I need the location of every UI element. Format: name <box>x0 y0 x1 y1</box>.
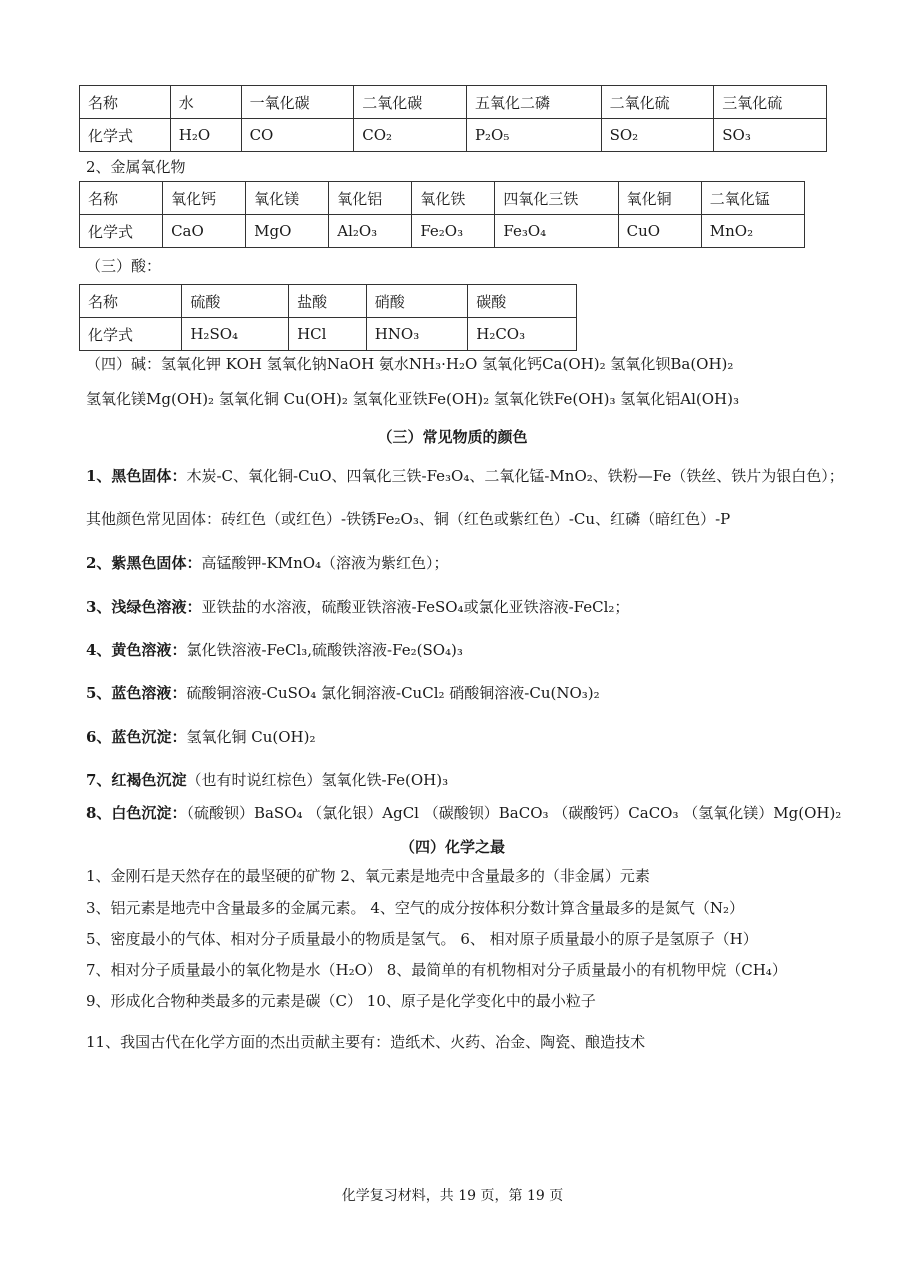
table-cell: Fe₃O₄ <box>495 215 618 248</box>
table-cell: 一氧化碳 <box>241 86 354 119</box>
acids-title: （三）酸： <box>86 257 162 275</box>
color-item-text: 木炭-C、氧化铜-CuO、四氧化三铁-Fe₃O₄、二氧化锰-MnO₂、铁粉—Fe（铁丝、铁片为银白色）； <box>186 467 844 485</box>
table-cell: 五氧化二磷 <box>466 86 601 119</box>
table-row <box>80 285 577 318</box>
table-cell: HNO₃ <box>366 318 468 351</box>
page-footer: 化学复习材料，共 19 页，第 19 页 <box>341 1188 564 1204</box>
table-cell: 氧化钙 <box>163 182 246 215</box>
color-item-text: 高锰酸钾-KMnO₄（溶液为紫红色）； <box>201 554 449 572</box>
acid-table <box>79 284 577 351</box>
table-cell: 名称 <box>80 182 163 215</box>
table-cell: H₂SO₄ <box>182 318 289 351</box>
color-item-text: 亚铁盐的水溶液，硫酸亚铁溶液-FeSO₄或氯化亚铁溶液-FeCl₂； <box>201 598 630 616</box>
metal-oxide-table <box>79 181 805 248</box>
table-cell: CO <box>241 119 354 152</box>
color-item-text: 硫酸铜溶液-CuSO₄ 氯化铜溶液-CuCl₂ 硝酸铜溶液-Cu(NO₃)₂ <box>186 684 600 702</box>
colors-heading: （三）常见物质的颜色 <box>377 428 528 446</box>
table-cell: CuO <box>618 215 701 248</box>
table-cell: 氧化铁 <box>412 182 495 215</box>
table-cell: 硝酸 <box>366 285 468 318</box>
table-cell: H₂O <box>170 119 241 152</box>
table-cell: H₂CO₃ <box>468 318 577 351</box>
table-cell: 盐酸 <box>289 285 367 318</box>
color-item-label: 6、蓝色沉淀： <box>86 728 187 746</box>
table-cell: HCl <box>289 318 367 351</box>
color-item <box>86 770 448 790</box>
mosts-heading: （四）化学之最 <box>399 838 505 856</box>
color-item-label: 3、浅绿色溶液： <box>86 598 202 616</box>
nonmetal-oxide-table <box>79 85 827 152</box>
table-cell: MnO₂ <box>701 215 804 248</box>
most-line: 9、形成化合物种类最多的元素是碳（C） 10、原子是化学变化中的最小粒子 <box>86 992 596 1010</box>
color-item-label: 4、黄色溶液： <box>86 641 187 659</box>
table-cell: 化学式 <box>80 119 171 152</box>
table-row <box>80 215 805 248</box>
table-cell: 名称 <box>80 86 171 119</box>
table-cell: 氧化镁 <box>246 182 329 215</box>
table-cell: SO₃ <box>714 119 827 152</box>
most-line: 5、密度最小的气体、相对分子质量最小的物质是氢气。 6、 相对原子质量最小的原子是氢原子（H） <box>86 930 758 948</box>
table-cell: Al₂O₃ <box>329 215 412 248</box>
table-cell: 三氧化硫 <box>714 86 827 119</box>
table-cell: MgO <box>246 215 329 248</box>
bases-line-2: 氢氧化镁Mg(OH)₂ 氢氧化铜 Cu(OH)₂ 氢氧化亚铁Fe(OH)₂ 氢氧化铁Fe(OH)₃ 氢氧化铝Al(OH)₃ <box>86 390 739 408</box>
table-cell: 二氧化锰 <box>701 182 804 215</box>
table-cell: 硫酸 <box>182 285 289 318</box>
table-cell: 四氧化三铁 <box>495 182 618 215</box>
table-cell: 氧化铜 <box>618 182 701 215</box>
table-cell: CO₂ <box>354 119 467 152</box>
color-item-text: （硫酸钡）BaSO₄ （氯化银）AgCl （碳酸钡）BaCO₃ （碳酸钙）CaCO₃ （氢氧化镁）Mg(OH)₂ <box>186 804 842 822</box>
color-item-text: 氯化铁溶液-FeCl₃,硫酸铁溶液-Fe₂(SO₄)₃ <box>186 641 463 659</box>
color-item-label: 8、白色沉淀： <box>86 804 187 822</box>
bases-line-1: （四）碱：氢氧化钾 KOH 氢氧化钠NaOH 氨水NH₃·H₂O 氢氧化钙Ca(OH)₂ 氢氧化钡Ba(OH)₂ <box>86 355 734 373</box>
color-item-text: （也有时说红棕色）氢氧化铁-Fe(OH)₃ <box>186 771 449 789</box>
table-cell: 氧化铝 <box>329 182 412 215</box>
color-item-text: 氢氧化铜 Cu(OH)₂ <box>186 728 316 746</box>
table-cell: 名称 <box>80 285 182 318</box>
color-item <box>86 509 730 529</box>
table-row <box>80 182 805 215</box>
color-item-text: 其他颜色常见固体：砖红色（或红色）-铁锈Fe₂O₃、铜（红色或紫红色）-Cu、红磷（暗红色）-P <box>86 510 731 528</box>
most-line: 1、金刚石是天然存在的最坚硬的矿物 2、氧元素是地壳中含量最多的（非金属）元素 <box>86 867 650 885</box>
table-cell: SO₂ <box>601 119 714 152</box>
color-item-label: 7、红褐色沉淀 <box>86 771 187 789</box>
color-item <box>86 803 841 823</box>
table-cell: 化学式 <box>80 318 182 351</box>
color-item-label: 2、紫黑色固体： <box>86 554 202 572</box>
table-cell: 二氧化硫 <box>601 86 714 119</box>
table-cell: 碳酸 <box>468 285 577 318</box>
table-cell: 二氧化碳 <box>354 86 467 119</box>
table-cell: Fe₂O₃ <box>412 215 495 248</box>
color-item-label: 5、蓝色溶液： <box>86 684 187 702</box>
color-item <box>86 640 463 660</box>
table-row <box>80 119 827 152</box>
metal-oxides-title: 2、金属氧化物 <box>86 158 186 176</box>
table-cell: 水 <box>170 86 241 119</box>
most-line: 7、相对分子质量最小的氧化物是水（H₂O） 8、最简单的有机物相对分子质量最小的有机物甲烷（CH₄） <box>86 961 787 979</box>
table-row <box>80 86 827 119</box>
color-item-label: 1、黑色固体： <box>86 467 187 485</box>
color-item <box>86 553 449 573</box>
color-item <box>86 597 629 617</box>
most-line: 3、铝元素是地壳中含量最多的金属元素。 4、空气的成分按体积分数计算含量最多的是氮气（N₂） <box>86 899 744 917</box>
most-line: 11、我国古代在化学方面的杰出贡献主要有：造纸术、火药、冶金、陶瓷、酿造技术 <box>86 1033 646 1051</box>
table-cell: CaO <box>163 215 246 248</box>
color-item <box>86 683 600 703</box>
table-cell: P₂O₅ <box>466 119 601 152</box>
color-item <box>86 466 844 486</box>
table-row <box>80 318 577 351</box>
table-cell: 化学式 <box>80 215 163 248</box>
color-item <box>86 727 315 747</box>
